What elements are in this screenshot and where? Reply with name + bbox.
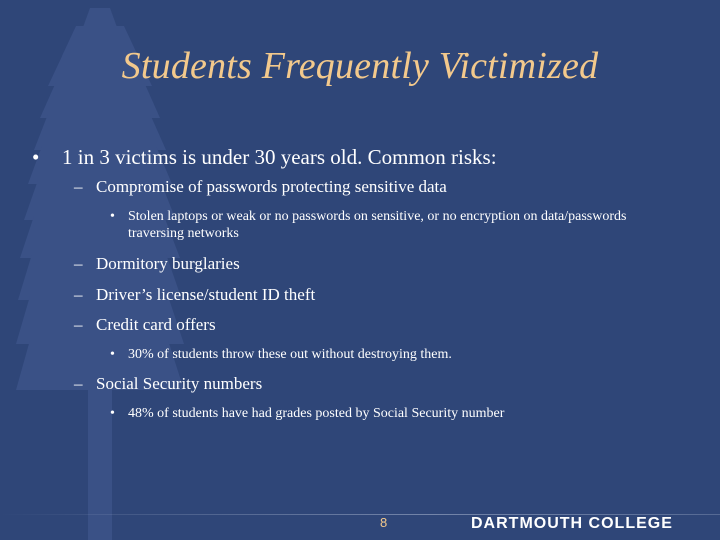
sub-bullet-ssn — [74, 374, 262, 394]
bullet-marker: • — [110, 406, 115, 421]
sub-bullet-passwords — [74, 177, 447, 197]
dartmouth-college-logo: DARTMOUTH COLLEGE — [471, 515, 673, 532]
detail-bullet-credit-card — [110, 346, 670, 363]
dash-marker: – — [74, 374, 83, 393]
bullet-marker: • — [32, 145, 40, 169]
dash-marker: – — [74, 315, 83, 334]
page-number: 8 — [380, 515, 388, 530]
sub-bullet-text: Dormitory burglaries — [96, 254, 240, 273]
dash-marker: – — [74, 177, 83, 196]
slide-title: Students Frequently Victimized — [121, 45, 599, 87]
detail-bullet-laptops — [110, 208, 670, 242]
detail-bullet-text: 30% of students throw these out without destroying them. — [128, 347, 452, 362]
sub-bullet-burglaries — [74, 254, 240, 274]
sub-bullet-credit-card — [74, 315, 216, 335]
sub-bullet-text: Social Security numbers — [96, 374, 263, 393]
detail-bullet-ssn — [110, 405, 670, 422]
detail-bullet-text: 48% of students have had grades posted by Social Security number — [128, 406, 505, 421]
bullet-marker: • — [110, 209, 115, 224]
sub-bullet-id-theft — [74, 285, 315, 305]
detail-bullet-text: Stolen laptops or weak or no passwords on sensitive, or no encryption on data/passwords traversing networks — [128, 209, 627, 241]
sub-bullet-text: Compromise of passwords protecting sensitive data — [96, 177, 447, 196]
sub-bullet-text: Credit card offers — [96, 315, 216, 334]
dash-marker: – — [74, 254, 83, 273]
bullet-marker: • — [110, 347, 115, 362]
sub-bullet-text: Driver’s license/student ID theft — [96, 285, 316, 304]
bullet-main — [32, 145, 497, 170]
bullet-main-text: 1 in 3 victims is under 30 years old. Common risks: — [62, 145, 497, 169]
dash-marker: – — [74, 285, 83, 304]
